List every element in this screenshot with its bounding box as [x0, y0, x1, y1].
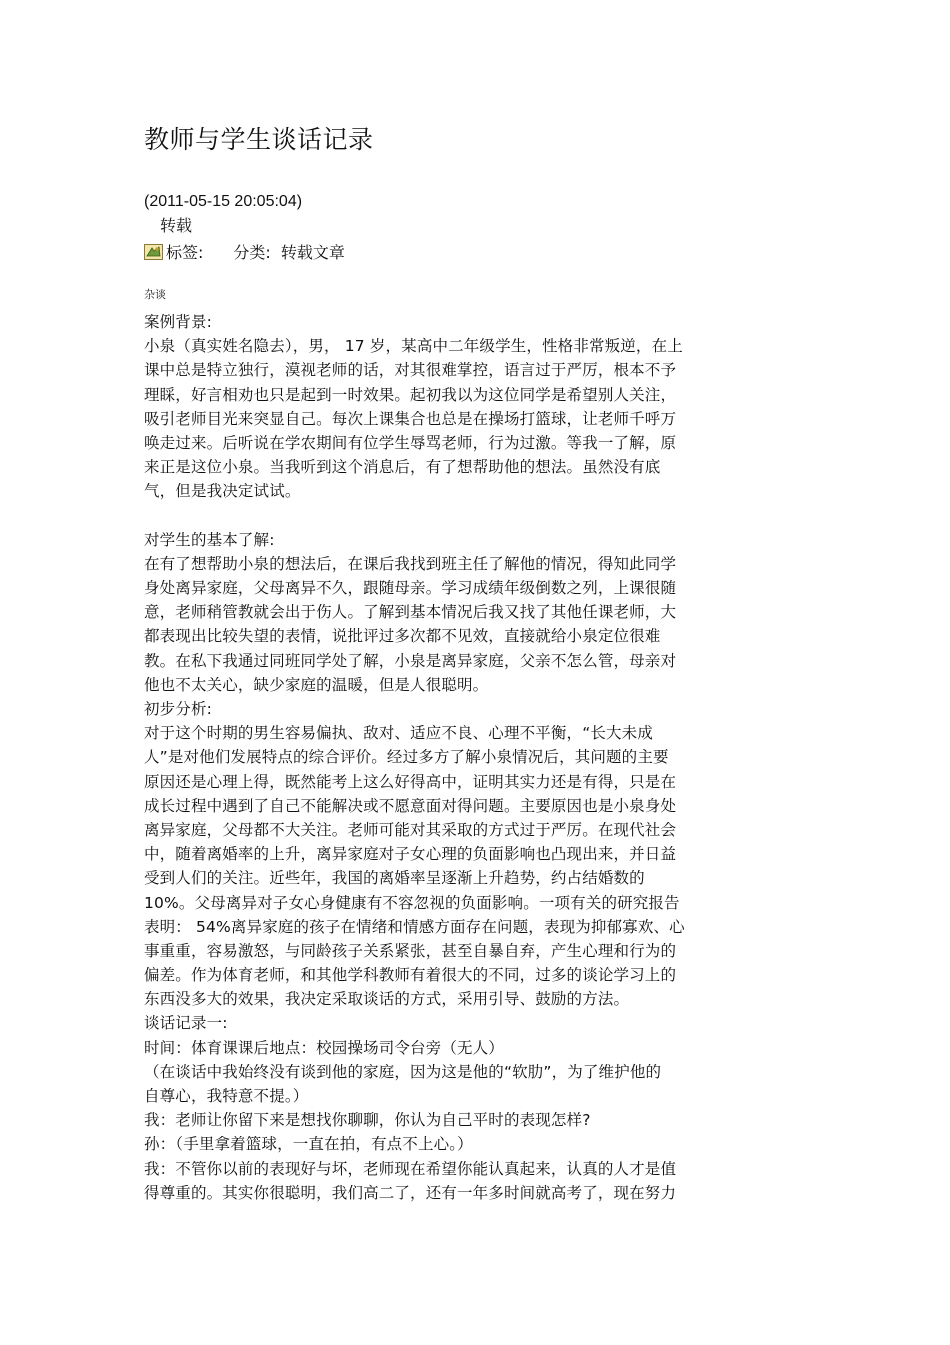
body-line — [144, 504, 784, 528]
body-line: 表明： 54%离异家庭的孩子在情绪和情感方面存在问题，表现为抑郁寡欢、心 — [144, 917, 685, 936]
body-line: 对学生的基本了解: — [144, 530, 275, 549]
body-line: 得尊重的。其实你很聪明，我们高二了，还有一年多时间就高考了，现在努力 — [144, 1183, 677, 1202]
body-line: 人”是对他们发展特点的综合评价。经过多方了解小泉情况后，其问题的主要 — [144, 748, 669, 767]
body-line: 我：不管你以前的表现好与坏，老师现在希望你能认真起来，认真的人才是值 — [144, 1159, 677, 1178]
body-line: 气，但是我决定试试。 — [144, 482, 301, 501]
body-line: 案例背景: — [144, 313, 212, 331]
body-line: 吸引老师目光来突显自己。每次上课集合也总是在操场打篮球，让老师千呼万 — [144, 409, 677, 428]
tag-item[interactable]: 杂谈 — [144, 288, 166, 301]
body-line: 离异家庭，父母都不大关注。老师可能对其采取的方式过于严厉。在现代社会 — [144, 820, 677, 839]
body-line: 都表现出比较失望的表情，说批评过多次都不见效，直接就给小泉定位很难 — [144, 627, 661, 646]
body-line: 理睬，好言相劝也只是起到一时效果。起初我以为这位同学是希望别人关注， — [144, 385, 677, 404]
body-line: 自尊心，我特意不提。） — [144, 1087, 309, 1105]
body-line: 时间：体育课课后地点：校园操场司令台旁（无人） — [144, 1038, 504, 1057]
body-line: 初步分析: — [144, 700, 212, 718]
tags-row — [144, 241, 345, 265]
body-line: 原因还是心理上得，既然能考上这么好得高中，证明其实力还是有得，只是在 — [144, 772, 677, 791]
body-line: 成长过程中遇到了自己不能解决或不愿意面对得问题。主要原因也是小泉身处 — [144, 796, 677, 815]
body-line: 事重重，容易激怒，与同龄孩子关系紧张，甚至自暴自弃，产生心理和行为的 — [144, 941, 677, 960]
body-line: 唤走过来。后听说在学农期间有位学生辱骂老师，行为过激。等我一了解，原 — [144, 433, 677, 452]
repost-label: 转载 — [160, 216, 193, 235]
body-line: 意，老师稍管教就会出于伤人。了解到基本情况后我又找了其他任课老师，大 — [144, 603, 677, 622]
body-line: 教。在私下我通过同班同学处了解，小泉是离异家庭，父亲不怎么管，母亲对 — [144, 651, 677, 670]
body-line: 身处离异家庭，父母离异不久，跟随母亲。学习成绩年级倒数之列，上课很随 — [144, 579, 677, 598]
body-line: 东西没多大的效果，我决定采取谈话的方式，采用引导、鼓励的方法。 — [144, 990, 630, 1009]
body-line: 偏差。作为体育老师，和其他学科教师有着很大的不同，过多的谈论学习上的 — [144, 966, 677, 985]
post-date: (2011-05-15 20:05:04) — [144, 193, 303, 210]
body-line: 在有了想帮助小泉的想法后，在课后我找到班主任了解他的情况，得知此同学 — [144, 554, 677, 573]
body-line: 中，随着离婚率的上升，离异家庭对子女心理的负面影响也凸现出来，并日益 — [144, 845, 677, 864]
tags-label: 标签: — [166, 243, 204, 262]
body-line: 小泉（真实姓名隐去），男， 17 岁，某高中二年级学生，性格非常叛逆，在上 — [144, 337, 683, 356]
category-link[interactable]: 转载文章 — [280, 243, 345, 262]
article-body — [144, 310, 784, 1205]
category-label: 分类: — [233, 243, 271, 262]
body-line: 受到人们的关注。近些年，我国的离婚率呈逐渐上升趋势，约占结婚数的 — [144, 869, 645, 888]
body-line: 他也不太关心，缺少家庭的温暖，但是人很聪明。 — [144, 675, 489, 694]
body-line: 10%。父母离异对子女心身健康有不容忽视的负面影响。一项有关的研究报告 — [144, 893, 680, 912]
article-title: 教师与学生谈话记录 — [144, 125, 374, 154]
body-line: 孙：（手里拿着篮球，一直在拍，有点不上心。） — [144, 1135, 473, 1154]
body-line: （在谈话中我始终没有谈到他的家庭，因为这是他的“软肋”，为了维护他的 — [144, 1062, 662, 1081]
tag-icon — [144, 243, 163, 259]
body-line: 谈话记录一: — [144, 1014, 228, 1033]
body-line: 对于这个时期的男生容易偏执、敌对、适应不良、心理不平衡，“长大未成 — [144, 724, 653, 743]
body-line: 课中总是特立独行，漠视老师的话，对其很难掌控，语言过于严厉，根本不予 — [144, 361, 677, 380]
body-line: 来正是这位小泉。当我听到这个消息后，有了想帮助他的想法。虽然没有底 — [144, 458, 661, 477]
body-line: 我：老师让你留下来是想找你聊聊，你认为自己平时的表现怎样? — [144, 1111, 591, 1130]
